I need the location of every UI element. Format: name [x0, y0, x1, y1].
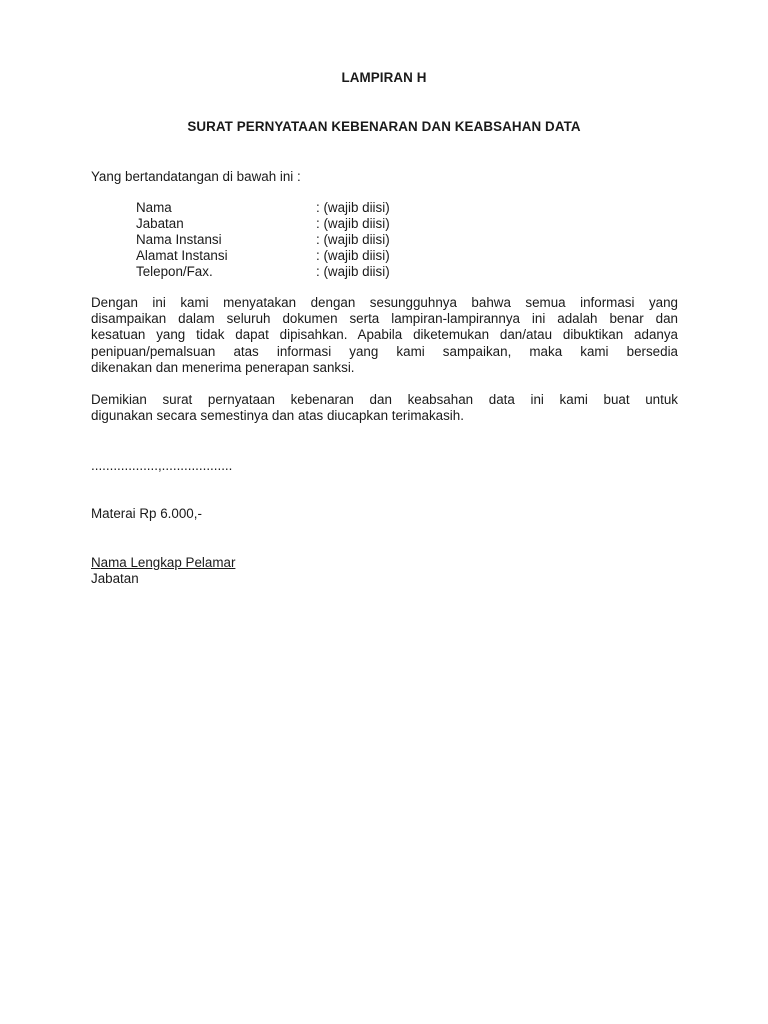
field-value: : (wajib diisi)	[316, 232, 390, 247]
field-value: : (wajib diisi)	[316, 216, 390, 231]
signatory-role: Jabatan	[91, 571, 139, 586]
field-value: : (wajib diisi)	[316, 264, 390, 279]
field-label: Jabatan	[136, 216, 184, 231]
document-title: SURAT PERNYATAAN KEBENARAN DAN KEABSAHAN DATA	[187, 119, 581, 134]
paragraph-line: penipuan/pemalsuan atas informasi yang kami sampaikan, maka kami bersedia	[91, 343, 678, 359]
stamp-duty-text: Materai Rp 6.000,-	[91, 506, 202, 521]
identity-fields	[136, 200, 436, 280]
field-label: Nama Instansi	[136, 232, 222, 247]
signatory-name: Nama Lengkap Pelamar	[91, 555, 236, 570]
place-date-placeholder: ..................,...................	[91, 458, 233, 473]
field-row-nama-instansi	[136, 232, 436, 248]
paragraph-line: disampaikan dalam seluruh dokumen serta lampiran-lampirannya ini adalah benar dan	[91, 311, 678, 327]
paragraph-line: dikenakan dan menerima penerapan sanksi.	[91, 359, 355, 375]
attachment-heading: LAMPIRAN H	[341, 70, 427, 85]
intro-text: Yang bertandatangan di bawah ini :	[91, 169, 301, 184]
paragraph-line: digunakan secara semestinya dan atas diucapkan terimakasih.	[91, 408, 464, 424]
field-value: : (wajib diisi)	[316, 248, 390, 263]
field-label: Nama	[136, 200, 172, 215]
closing-paragraph	[91, 392, 678, 424]
paragraph-line: Dengan ini kami menyatakan dengan sesungguhnya bahwa semua informasi yang	[91, 295, 678, 310]
field-label: Telepon/Fax.	[136, 264, 213, 279]
paragraph-line: Demikian surat pernyataan kebenaran dan keabsahan data ini kami buat untuk	[91, 392, 678, 407]
field-value: : (wajib diisi)	[316, 200, 390, 215]
field-label: Alamat Instansi	[136, 248, 228, 263]
paragraph-line: kesatuan yang tidak dapat dipisahkan. Apabila diketemukan dan/atau dibuktikan adanya	[91, 327, 678, 343]
statement-paragraph	[91, 295, 678, 376]
field-row-nama	[136, 200, 436, 216]
field-row-jabatan	[136, 216, 436, 232]
field-row-alamat-instansi	[136, 248, 436, 264]
field-row-telepon	[136, 264, 436, 280]
